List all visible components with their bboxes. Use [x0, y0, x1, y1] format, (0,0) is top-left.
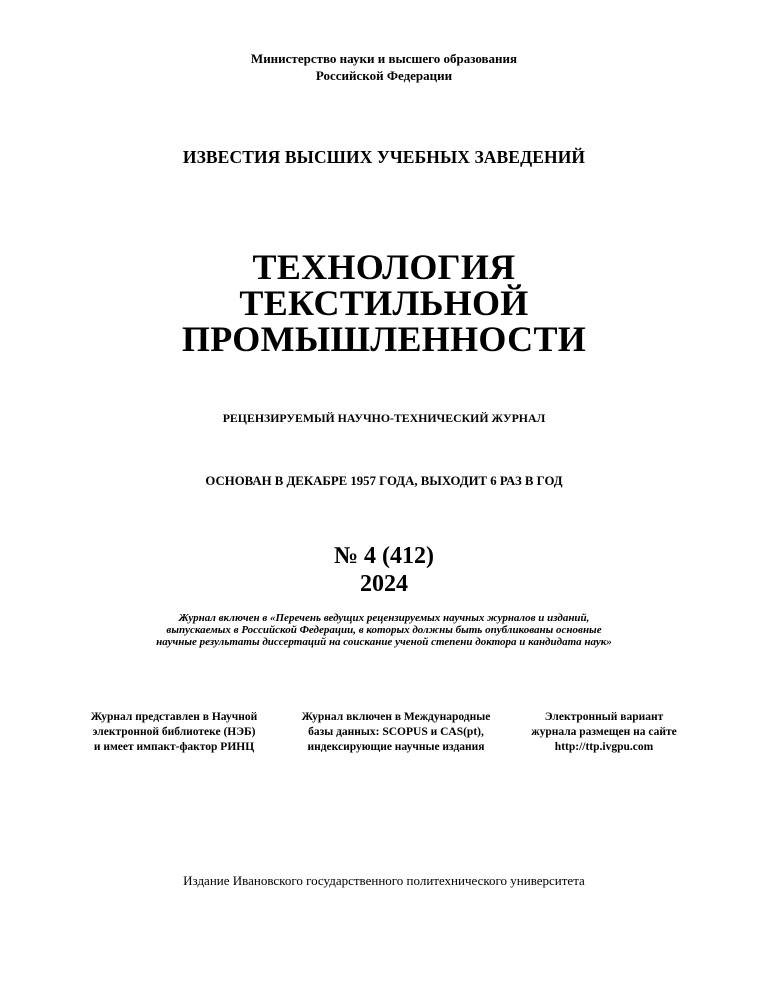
info-column-neb — [54, 710, 294, 755]
series-title: ИЗВЕСТИЯ ВЫСШИХ УЧЕБНЫХ ЗАВЕДЕНИЙ — [182, 147, 586, 167]
vak-note-line-3: научные результаты диссертаций на соискание ученой степени доктора и кандидата наук» — [156, 636, 612, 648]
journal-subtitle: РЕЦЕНЗИРУЕМЫЙ НАУЧНО-ТЕХНИЧЕСКИЙ ЖУРНАЛ — [222, 411, 546, 425]
journal-title-line-2: ТЕКСТИЛЬНОЙ — [239, 283, 529, 323]
info-column-neb-line-1: Журнал представлен в Научной — [90, 711, 258, 723]
founded-info: ОСНОВАН В ДЕКАБРЕ 1957 ГОДА, ВЫХОДИТ 6 РАЗ В ГОД — [205, 474, 563, 488]
info-column-databases-line-2: базы данных: SCOPUS и CAS(pt), — [308, 726, 484, 738]
journal-title-line-1: ТЕХНОЛОГИЯ — [252, 247, 516, 287]
journal-title-line-3: ПРОМЫШЛЕННОСТИ — [181, 319, 587, 359]
info-column-website-line-2: журнала размещен на сайте — [531, 726, 677, 738]
vak-note-line-2: выпускаемых в Российской Федерации, в которых должны быть опубликованы основные — [166, 624, 602, 636]
info-column-databases — [276, 710, 516, 755]
info-column-databases-line-3: индексирующие научные издания — [307, 741, 485, 753]
vak-note-line-1: Журнал включен в «Перечень ведущих рецензируемых научных журналов и изданий, — [178, 612, 590, 624]
info-column-databases-line-1: Журнал включен в Международные — [301, 711, 491, 723]
info-column-neb-line-3: и имеет импакт-фактор РИНЦ — [93, 741, 255, 753]
website-link[interactable]: http://ttp.ivgpu.com — [554, 741, 654, 753]
ministry-line-1: Министерство науки и высшего образования — [250, 51, 518, 66]
publisher-line: Издание Ивановского государственного политехнического университета — [183, 873, 585, 888]
issue-year: 2024 — [360, 571, 408, 597]
info-column-neb-line-2: электронной библиотеке (НЭБ) — [92, 726, 256, 738]
issue-number: № 4 (412) — [333, 543, 435, 569]
info-column-website — [484, 710, 724, 755]
ministry-line-2: Российской Федерации — [315, 68, 453, 83]
info-column-website-line-1: Электронный вариант — [544, 711, 664, 723]
